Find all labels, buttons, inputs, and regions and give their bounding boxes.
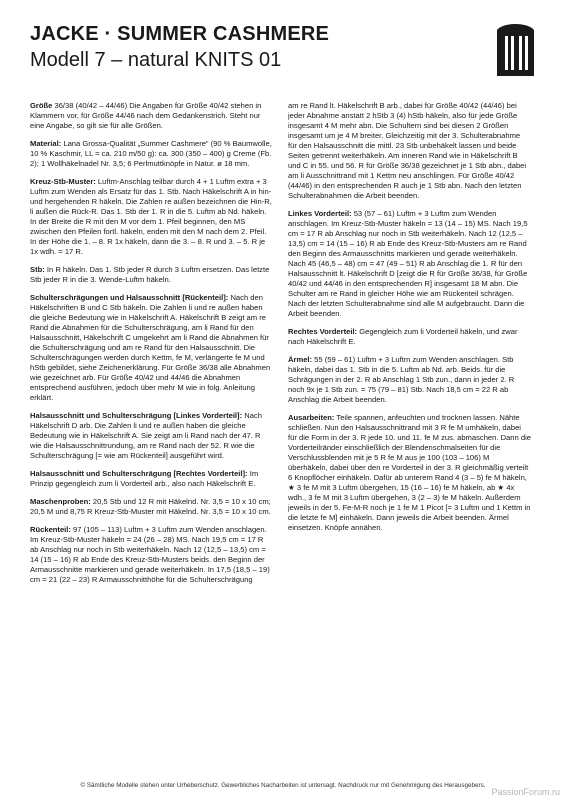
paragraph-heading: Kreuz-Stb-Muster: bbox=[30, 177, 96, 186]
paragraph-heading: Schulterschrägungen und Halsausschnitt [Rückenteil]: bbox=[30, 293, 229, 302]
paragraph-linkes_vt bbox=[288, 209, 531, 319]
paragraph-text: Gegengleich zum li Vorderteil häkeln, und zwar nach Häkelschrift E. bbox=[288, 327, 518, 346]
paragraph-heading: Ärmel: bbox=[288, 355, 313, 364]
paragraph-text: Lana Grossa-Qualität „Summer Cashmere“ (90 % Baumwolle, 10 % Kaschmir, LL = ca. 210 m/50 g): ca. 300 (350 – 400) g Creme (Fb. 2); 1 Wollhäkelnadel Nr. 3,5; 6 Perlmuttknöpfe in Natur. ø 18 mm. bbox=[30, 139, 272, 168]
paragraph-rechtes_vt bbox=[288, 327, 531, 347]
paragraph-heading: Material: bbox=[30, 139, 62, 148]
paragraph-text: 20,5 Stb und 12 R mit Häkelnd. Nr. 3,5 = 10 x 10 cm; 20,5 M und 8,75 R Kreuz-Stb-Muster mit Häkelnd. Nr. 3,5 = 10 x 10 cm. bbox=[30, 497, 271, 516]
watermark: PassionForum.ru bbox=[491, 787, 560, 797]
paragraph-ruecken_cont bbox=[288, 101, 531, 201]
copyright-notice: © Sämtliche Modelle stehen unter Urheberschutz. Gewerbliches Nacharbeiten ist untersagt. Nachdruck nur mit Genehmigung des Herausgebers. bbox=[80, 782, 486, 789]
paragraph-text: Im Prinzip gegengleich zum li Vorderteil arb., also nach Häkelschrift E. bbox=[30, 469, 259, 488]
page-subtitle: Modell 7 – natural KNITS 01 bbox=[30, 49, 282, 71]
paragraph-text: In R häkeln. Das 1. Stb jeder R durch 3 Luftm ersetzen. Das letzte Stb jeder R in die 3. Wende-Luftm häkeln. bbox=[30, 265, 270, 284]
paragraph-ausarbeiten bbox=[288, 413, 531, 533]
paragraph-heading: Linkes Vorderteil: bbox=[288, 209, 352, 218]
paragraph-stb bbox=[30, 265, 273, 285]
paragraph-text: Nach Häkelschrift D arb. Die Zahlen li und re außen haben die gleiche Bedeutung wie in Häkelschrift A. Sie zeigt am li Rand nach der 47. R wie die Halsausschnittrundung, am re Rand nach der 52. R wie die Schulterschrägung [= wie am Rückenteil] ausgeführt wird. bbox=[30, 411, 262, 460]
page-title: JACKE · SUMMER CASHMERE bbox=[30, 23, 330, 45]
paragraph-text: Nach den Häkelschriften B und C Stb häkeln. Die Zahlen li und re außen haben die gleiche Bedeutung wie in Häkelschrift A. Häkelschrift B zeigt am re Rand die Abnahmen für die Schulterschrägung, am li Rand für den Halsausschnitt, Häkelschrift C umgekehrt am li Rand die Abnahmen für die Schulterschrägung und am re Rand für den Halsausschnitt. Die Schulterschrägungen werden durch Kettm, fe M, verlängerte fe M und hStb gebildet, siehe Zeichenerklärung. Für Größe 36/38 alle Abnahmen wie gezeichnet arb. Für Größe 40/42 und 44/46 die Abnahmen entsprechend ausführen, jedoch über mehr M wie in folg. Anleitung erklärt. bbox=[30, 293, 271, 402]
paragraph-material bbox=[30, 139, 273, 169]
paragraph-text: Luftm-Anschlag teilbar durch 4 + 1 Luftm extra + 3 Luftm zum Wenden als Ersatz für das 1. Stb. Nach Häkelschrift A in hin- und hergehenden R häkeln. Die Zahlen re außen bezeichnen die Hin-R, li außen die Rück-R. Das 1. Stb der 1. R in die 5. Luftm ab Nd. häkeln. In der Breite die R mit den M vor dem 1. Pfeil beginnen, den MS zwischen den Pfeilen fortl. häkeln, enden mit den M nach dem 2. Pfeil. In der Höhe die 1. – 8. R 1x häkeln, dann die 3. – 8. R und 3. – 5. R je 1x wdh. = 17 R. bbox=[30, 177, 272, 256]
paragraph-schulter bbox=[30, 293, 273, 403]
paragraph-text: 36/38 (40/42 – 44/46) Die Angaben für Größe 40/42 stehen in Klammern vor, für Größe 44/46 nach dem Gedankenstrich. Steht nur eine Angabe, so gilt sie für alle Größen. bbox=[30, 101, 262, 130]
right-column bbox=[288, 101, 531, 541]
paragraph-text: 53 (57 – 61) Luftm + 3 Luftm zum Wenden anschlagen. Im Kreuz-Stb-Muster häkeln = 13 (14 – 15) MS. Nach 19,5 cm = 17 R ab Anschlag nur noch in Stb weiterhäkeln. Nach 12 (12,5 – 13,5) cm = 14 (15 – 16) R ab Ende des Kreuz-Stb-Musters am re Rand den Beginn des Armausschnitts markieren und gerade weiterhäkeln. Nach 45 (46,5 – 48) cm = 47 (49 – 51) R ab Anschlag die 1. R für den Halsausschnitt lt. Häkelschrift D [zeigt die R für Größe 36/38, für Größe 40/42 und 44/46 in den entsprechenden R] insgesamt 18 M abn. Die Schulter am re Rand in gleicher Höhe wie am Rückenteil schrägen. Nach der letzten Schulterabnahme sind alle M aufgebraucht. Dann die Arbeit beenden. bbox=[288, 209, 528, 318]
paragraph-text: Teile spannen, anfeuchten und trocknen lassen. Nähte schließen. Nun den Halsausschnittrand mit 3 R fe M umhäkeln, dabei für die Form in der 3. R jede 10. und 11. fe M zus. abmaschen. Dann die Vorderteilränder einschließlich der Blendenschmalseiten für die Verschlussblenden mit je 5 R fe M aus je 100 (103 – 106) M überhäkeln, dabei über den re Vorderteil in der 3. R gleichmäßig verteilt 6 Knopflöcher einhäkeln. Dafür ab unterem Rand 4 (3 – 5) fe M häkeln, ★ 3 fe M mit 3 Luftm übergehen, 15 (16 – 16) fe M häkeln, ab ★ 4x wdh., 3 fe M mit 3 Luftm übergehen, 3 (2 – 3) fe M häkeln. Außerdem jeweils in der 5. Fe-M-R noch je 1 fe M 1 Picot [= 3 Luftm und 1 Kettm in die letzte fe M] einhäkeln. Dann jeweils die Arbeit beenden. Ärmel einsetzen. Knöpfe annähen. bbox=[288, 413, 531, 532]
paragraph-aermel bbox=[288, 355, 531, 405]
paragraph-heading: Halsausschnitt und Schulterschrägung [Linkes Vorderteil]: bbox=[30, 411, 243, 420]
left-column bbox=[30, 101, 273, 593]
paragraph-heading: Ausarbeiten: bbox=[288, 413, 335, 422]
paragraph-heading: Halsausschnitt und Schulterschrägung [Rechtes Vorderteil]: bbox=[30, 469, 248, 478]
paragraph-hals_re bbox=[30, 469, 273, 489]
paragraph-ruecken bbox=[30, 525, 273, 585]
paragraph-maschen bbox=[30, 497, 273, 517]
paragraph-hals_li bbox=[30, 411, 273, 461]
paragraph-heading: Maschenproben: bbox=[30, 497, 91, 506]
lana-grossa-logo bbox=[493, 20, 538, 78]
paragraph-text: am re Rand lt. Häkelschrift B arb., dabei für Größe 40/42 (44/46) bei jeder Abnahme anstatt 2 hStb 3 (4) hStb häkeln, also für jede Größe insgesamt 4 M mehr abn. Die Schultern sind bei diesen 2 Größen insgesamt um je 4 M breiter. Gleichzeitig mit der 3. Schulterabnahme für den Halsausschnitt die mittl. 23 Stb unbehäkelt lassen und beide Seiten getrennt weiterhäkeln. Am inneren Rand wie in Häkelschrift B und C in 55. und 56. R für Größe 36/38 gezeichnet je 1 Stb abn., dabei am li Ausschnittrand mit 1 Kettm neu anschlingen. Für Größe 40/42 (44/46) in den entsprechenden R auch je 1 Stb abn. Nach den letzten Schulterabnahmen die Arbeit beenden. bbox=[288, 101, 527, 200]
paragraph-text: 55 (59 – 61) Luftm + 3 Luftm zum Wenden anschlagen. Stb häkeln, dabei das 1. Stb in die 5. Luftm ab Nd. arb. Beids. für die Schrägungen in der 2. R ab Anschlag 1 Stb zun., dann in jeder 2. R noch 9x je 1 Stb zun. = 75 (79 – 81) Stb. Nach 18,5 cm = 22 R ab Anschlag die Arbeit beenden. bbox=[288, 355, 515, 404]
paragraph-heading: Rechtes Vorderteil: bbox=[288, 327, 358, 336]
paragraph-groesse bbox=[30, 101, 273, 131]
paragraph-heading: Stb: bbox=[30, 265, 45, 274]
paragraph-kreuz bbox=[30, 177, 273, 257]
paragraph-text: 97 (105 – 113) Luftm + 3 Luftm zum Wenden anschlagen. Im Kreuz-Stb-Muster häkeln = 24 (26 – 28) MS. Nach 19,5 cm = 17 R ab Anschlag nur noch in Stb weiterhäkeln. Nach 12 (12,5 – 13,5) cm = 14 (15 – 16) R ab Ende des Kreuz-Stb-Musters beids. den Beginn der Armausschnitte markieren und gerade weiterhäkeln. In 17,5 (18,5 – 19) cm = 21 (22 – 23) R Armausschnitthöhe für die Schulterschrägung bbox=[30, 525, 270, 584]
paragraph-heading: Rückenteil: bbox=[30, 525, 71, 534]
paragraph-heading: Größe bbox=[30, 101, 53, 110]
